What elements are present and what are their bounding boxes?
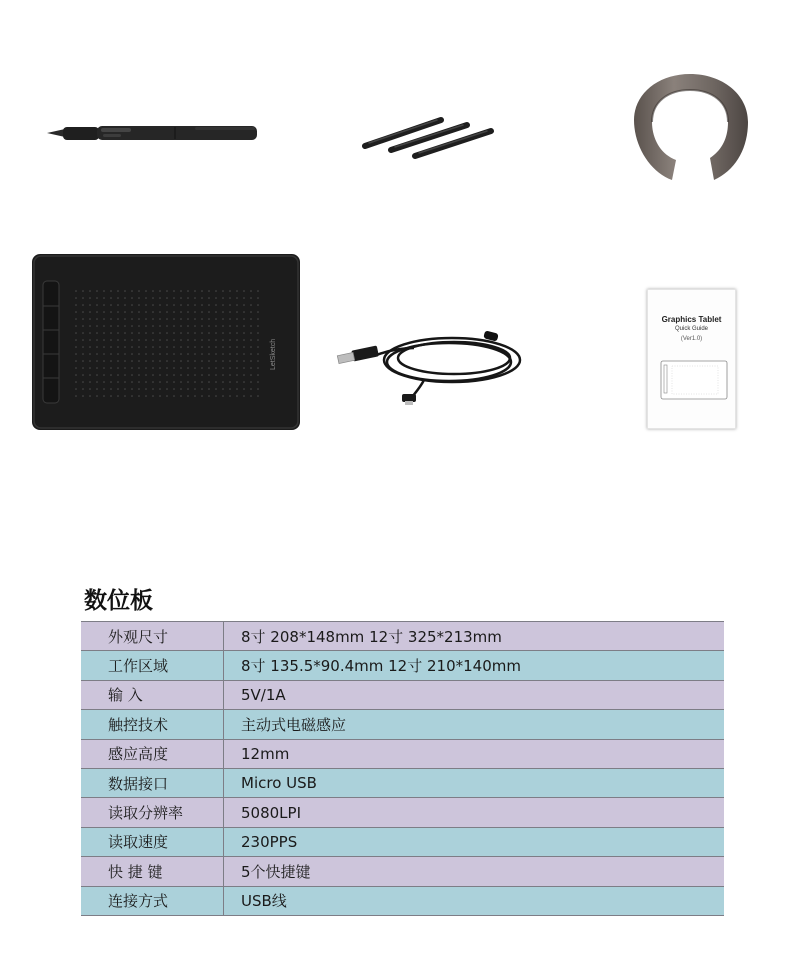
guide-title: Graphics Tablet [661,315,722,324]
table-row [81,886,724,915]
spec-value: 主动式电磁感应 [224,710,725,739]
usb-cable-icon [334,318,524,408]
table-row [81,857,724,886]
spec-label: 输 入 [81,680,224,709]
quick-guide-booklet-icon [647,289,736,429]
table-row [81,651,724,680]
spec-title: 数位板 [84,588,153,614]
spec-value: 8寸 208*148mm 12寸 325*213mm [224,622,725,651]
spec-value: Micro USB [224,768,725,797]
table-row [81,710,724,739]
table-row [81,739,724,768]
stylus-pen-icon [45,118,260,150]
spec-value: 5V/1A [224,680,725,709]
spec-table [81,621,724,916]
spec-label: 数据接口 [81,768,224,797]
spec-label: 外观尺寸 [81,622,224,651]
table-row [81,680,724,709]
spec-value: 230PPS [224,827,725,856]
spec-value: 12mm [224,739,725,768]
spec-label: 工作区域 [81,651,224,680]
spec-value: 8寸 135.5*90.4mm 12寸 210*140mm [224,651,725,680]
table-row [81,827,724,856]
nib-clip-ring-icon [628,68,753,186]
pen-nibs-icon [355,110,500,160]
spec-label: 感应高度 [81,739,224,768]
guide-version: (Ver1.0) [680,336,703,342]
guide-tablet-illustration [660,360,728,400]
guide-subtitle: Quick Guide [674,326,708,332]
spec-label: 读取速度 [81,827,224,856]
table-row [81,622,724,651]
table-row [81,768,724,797]
tablet-brand-label: LetSketch [270,338,277,370]
spec-value: 5080LPI [224,798,725,827]
spec-value: 5个快捷键 [224,857,725,886]
spec-label: 触控技术 [81,710,224,739]
spec-value: USB线 [224,886,725,915]
graphics-tablet-icon [32,254,300,430]
spec-label: 快 捷 键 [81,857,224,886]
table-row [81,798,724,827]
spec-label: 连接方式 [81,886,224,915]
spec-label: 读取分辨率 [81,798,224,827]
